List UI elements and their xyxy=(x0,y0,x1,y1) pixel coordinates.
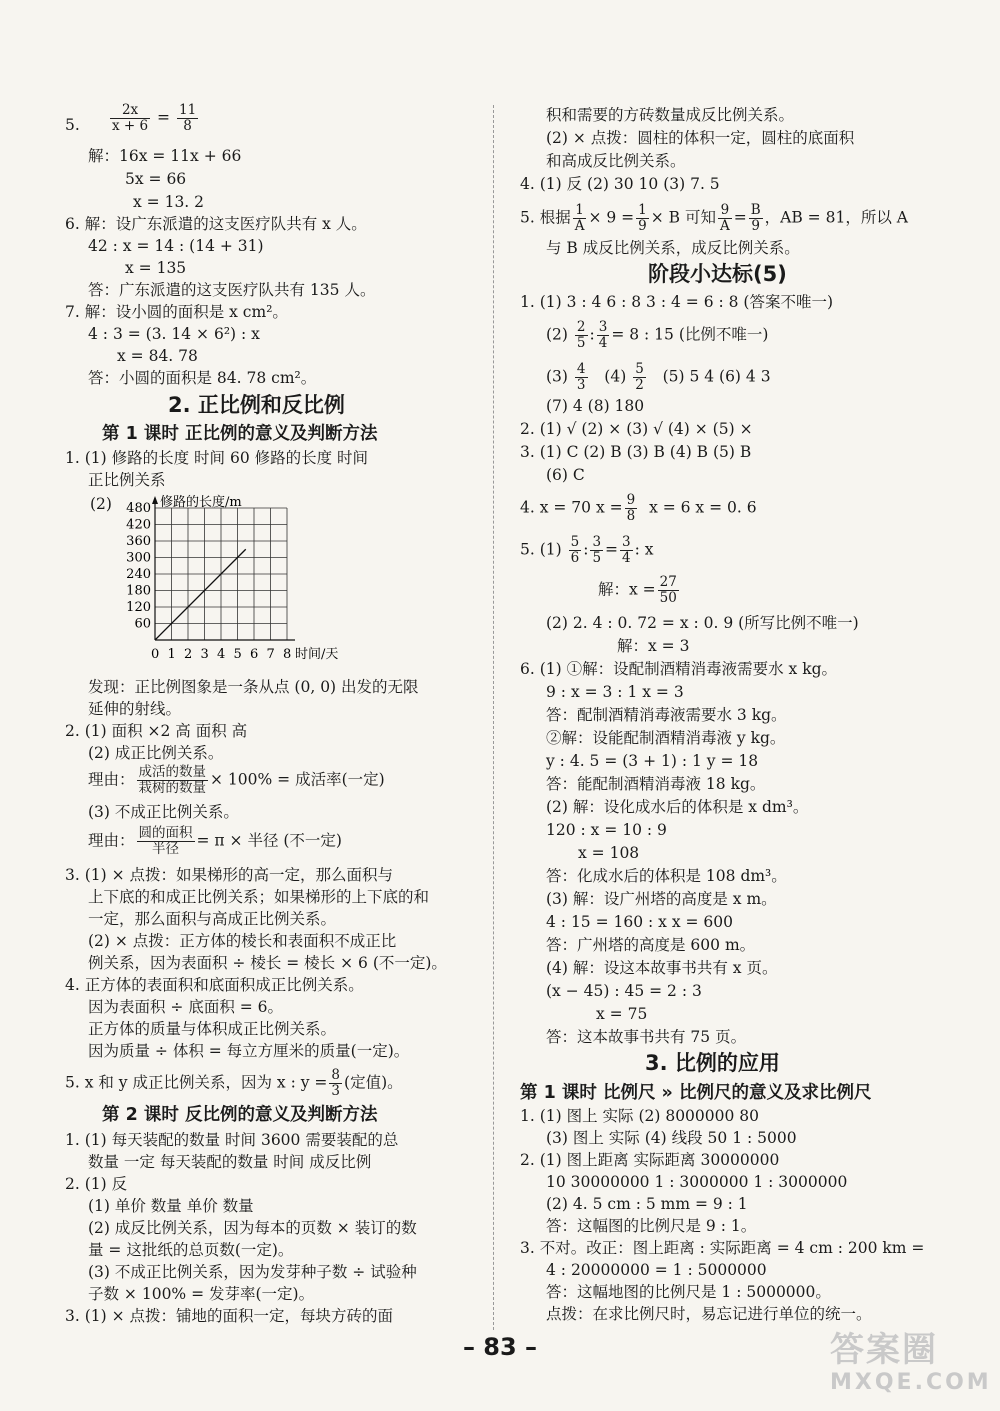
s-q6-line4: ②解：设能配制酒精消毒液 y kg。 xyxy=(546,729,786,747)
s-q6-line11: (3) 解：设广州塔的高度是 x m。 xyxy=(546,890,777,908)
l2-q1-line1: 1. (1) 每天装配的数量 时间 3600 需要装配的总 xyxy=(65,1131,399,1149)
chart-series xyxy=(155,549,246,640)
s-q3-line2: (6) C xyxy=(546,466,585,484)
s-q5-solution: 解：x = $\frac{27}{50}$ xyxy=(598,574,677,606)
l1-q1-finding-line2: 延伸的射线。 xyxy=(88,700,182,718)
q7-line3: x = 84. 78 xyxy=(117,347,198,365)
watermark-line2: MXQE.COM xyxy=(830,1370,992,1395)
x-tick-label: 6 xyxy=(250,647,259,662)
l2-q2-line4: 量 = 这批纸的总页数(一定)。 xyxy=(88,1241,294,1259)
s-q2: 2. (1) √ (2) × (3) √ (4) × (5) × xyxy=(520,420,753,438)
x-tick-label: 8 xyxy=(283,647,292,662)
t-q3-line1: 3. 不对。改正：图上距离 : 实际距离 = 4 cm : 200 km = xyxy=(520,1239,925,1257)
s-q6-line2: 9 : x = 3 : 1 x = 3 xyxy=(546,683,684,701)
s-q4: 4. x = 70 x = $\frac{9}{8}$ x = 6 x = 0. 6 xyxy=(520,492,757,524)
y-tick-label: 420 xyxy=(126,517,151,533)
r-q5: 5. 根据 $\frac{1}{A}$ × 9 = $\frac{1}{9}$ × B 可知 $\frac{9}{A}$ = $\frac{B}{9}$ ，AB = 81，所以 A xyxy=(520,202,908,234)
l1-q3-line1: 3. (1) × 点拨：如果梯形的高一定，那么面积与 xyxy=(65,866,394,884)
q6-line1: 6. 解：设广东派遣的这支医疗队共有 x 人。 xyxy=(65,215,367,233)
s-q1-line1: 1. (1) 3 : 4 6 : 8 3 : 4 = 6 : 8 (答案不唯一) xyxy=(520,293,834,311)
s-q6-line3: 答：配制酒精消毒液需要水 3 kg。 xyxy=(546,706,787,724)
l1-q4-line1: 4. 正方体的表面积和底面积成正比例关系。 xyxy=(65,976,364,994)
l1-q4-line3: 正方体的质量与体积成正比例关系。 xyxy=(88,1020,337,1038)
l1-q4-line4: 因为质量 ÷ 体积 = 每立方厘米的质量(一定)。 xyxy=(88,1042,410,1060)
s-q6-line13: 答：广州塔的高度是 600 m。 xyxy=(546,936,756,954)
y-tick-label: 360 xyxy=(126,534,151,549)
y-tick-label: 480 xyxy=(126,501,151,516)
chart-xlabel: 时间/天 xyxy=(295,647,339,662)
r-line3: 和高成反比例关系。 xyxy=(546,152,686,170)
y-tick-label: 300 xyxy=(126,550,151,566)
t-q2-line4: 答：这幅图的比例尺是 9 : 1。 xyxy=(546,1217,757,1235)
q6-answer: 答：广东派遣的这支医疗队共有 135 人。 xyxy=(88,281,376,299)
s-q5-line1: 5. (1) $\frac{5}{6}$ : $\frac{3}{5}$ = $\frac{3}{4}$ : x xyxy=(520,534,654,566)
l1-q2-reason1: 理由： $\frac{\text{成活的数量}}{\text{栽树的数量}}$ × 100% = 成活率(一定) xyxy=(88,764,385,796)
s-q5-line4: 解：x = 3 xyxy=(617,637,690,655)
chart-tick-labels xyxy=(126,501,291,662)
s-q1-line3: (3) $\frac{4}{3}$ (4) $\frac{5}{2}$ (5) 5 4 (6) 4 3 xyxy=(546,361,771,393)
q5-number: 5. xyxy=(65,116,80,134)
l1-q2-line1: 2. (1) 面积 ×2 高 面积 高 xyxy=(65,722,248,740)
t-q1-line2: (3) 图上 实际 (4) 线段 50 1 : 5000 xyxy=(546,1129,797,1147)
s-q6-line1: 6. (1) ①解：设配制酒精消毒液需要水 x kg。 xyxy=(520,660,838,678)
t-q3-line2: 4 : 20000000 = 1 : 5000000 xyxy=(546,1261,767,1279)
q5-frac1: $\frac{2x}{x + 6}$ xyxy=(112,102,149,134)
l1-q2-reason2: 理由： $\frac{\text{圆的面积}}{\text{半径}}$ = π × 半径 (不一定) xyxy=(88,825,342,857)
column-divider xyxy=(493,105,495,1330)
lesson-3-title: 第 1 课时 比例尺 » 比例尺的意义及求比例尺 xyxy=(520,1083,872,1103)
s-q1-line4: (7) 4 (8) 180 xyxy=(546,397,645,415)
q5-frac2: $\frac{11}{8}$ xyxy=(178,102,197,134)
x-tick-label: 7 xyxy=(266,647,275,662)
l1-q1-line1: 1. (1) 修路的长度 时间 60 修路的长度 时间 xyxy=(65,449,369,467)
q7-answer: 答：小圆的面积是 84. 78 cm²。 xyxy=(88,369,317,387)
lesson-1-title: 第 1 课时 正比例的意义及判断方法 xyxy=(102,424,378,444)
r-q4: 4. (1) 反 (2) 30 10 (3) 7. 5 xyxy=(520,175,720,193)
q6-line3: x = 135 xyxy=(125,259,187,277)
t-q2-line1: 2. (1) 图上距离 实际距离 30000000 xyxy=(520,1151,780,1169)
l2-q2-line5: (3) 不成正比例关系，因为发芽种子数 ÷ 试验种 xyxy=(88,1263,417,1281)
l1-q3-line2: 上下底的和成正比例关系；如果梯形的上下底的和 xyxy=(88,888,430,906)
stage-title: 阶段小达标(5) xyxy=(648,262,787,286)
y-tick-label: 120 xyxy=(126,600,151,615)
t-q3-line3: 答：这幅地图的比例尺是 1 : 5000000。 xyxy=(546,1283,831,1301)
s-q3-line1: 3. (1) C (2) B (3) B (4) B (5) B xyxy=(520,443,752,461)
x-tick-label: 3 xyxy=(200,647,209,662)
y-tick-label: 60 xyxy=(134,616,151,632)
s-q6-line12: 4 : 15 = 160 : x x = 600 xyxy=(546,913,733,931)
t-q2-line3: (2) 4. 5 cm : 5 mm = 9 : 1 xyxy=(546,1195,748,1213)
l2-q2-line6: 子数 × 100% = 发芽率(一定)。 xyxy=(88,1285,315,1303)
r-line2: (2) × 点拨：圆柱的体积一定，圆柱的底面积 xyxy=(546,129,855,147)
q5-equation: $\frac{2x}{x + 6}$ = $\frac{11}{8}$ xyxy=(112,102,197,134)
x-tick-label: 4 xyxy=(217,647,226,662)
s-q6-line15: (x − 45) : 45 = 2 : 3 xyxy=(546,982,702,1000)
s-q6-line6: 答：能配制酒精消毒液 18 kg。 xyxy=(546,775,766,793)
q5-solution-line1: 解：16x = 11x + 66 xyxy=(88,147,242,165)
y-axis-arrow xyxy=(152,496,158,504)
r-line1: 积和需要的方砖数量成反比例关系。 xyxy=(546,106,795,124)
l1-q3-line4: (2) × 点拨：正方体的棱长和表面积不成正比 xyxy=(88,932,397,950)
r-q5-line2: 与 B 成反比例关系，成反比例关系。 xyxy=(546,239,800,257)
road-length-chart xyxy=(110,490,360,670)
watermark-logo xyxy=(830,1330,990,1400)
l1-q1-part2-label: (2) xyxy=(90,495,112,513)
x-tick-label: 5 xyxy=(233,647,242,662)
s-q6-line17: 答：这本故事书共有 75 页。 xyxy=(546,1028,747,1046)
l2-q2-line2: (1) 单价 数量 单价 数量 xyxy=(88,1197,254,1215)
s-q5-line3: (2) 2. 4 : 0. 72 = x : 0. 9 (所写比例不唯一) xyxy=(546,614,859,632)
series-line xyxy=(155,549,246,640)
l2-q1-line2: 数量 一定 每天装配的数量 时间 成反比例 xyxy=(88,1153,372,1171)
watermark-line1: 答案圈 xyxy=(830,1330,938,1370)
s-q6-line9: x = 108 xyxy=(578,844,640,862)
section-3-title: 3. 比例的应用 xyxy=(645,1051,780,1075)
q7-line1: 7. 解：设小圆的面积是 x cm²。 xyxy=(65,303,288,321)
q6-line2: 42 : x = 14 : (14 + 31) xyxy=(88,237,264,255)
l2-q2-line1: 2. (1) 反 xyxy=(65,1175,128,1193)
l2-q2-line3: (2) 成反比例关系，因为每本的页数 × 装订的数 xyxy=(88,1219,417,1237)
s-q6-line10: 答：化成水后的体积是 108 dm³。 xyxy=(546,867,787,885)
s-q6-line7: (2) 解：设化成水后的体积是 x dm³。 xyxy=(546,798,809,816)
s-q6-line5: y : 4. 5 = (3 + 1) : 1 y = 18 xyxy=(546,752,759,770)
chart-axes xyxy=(152,496,295,640)
section-2-title: 2. 正比例和反比例 xyxy=(168,393,345,417)
l1-q1-line2: 正比例关系 xyxy=(88,471,166,489)
t-q2-line2: 10 30000000 1 : 3000000 1 : 3000000 xyxy=(546,1173,848,1191)
x-tick-label: 0 xyxy=(151,647,160,662)
l1-q5: 5. x 和 y 成正比例关系，因为 x : y = $\frac{8}{3}$ (定值)。 xyxy=(65,1067,403,1099)
s-q6-line16: x = 75 xyxy=(596,1005,648,1023)
q5-solution-line2: 5x = 66 xyxy=(125,170,187,188)
y-tick-label: 180 xyxy=(126,583,151,599)
l1-q3-line3: 一定，那么面积与高成正比例关系。 xyxy=(88,910,337,928)
x-tick-label: 1 xyxy=(167,647,176,662)
chart-ylabel: 修路的长度/m xyxy=(160,495,242,510)
q7-line2: 4 : 3 = (3. 14 × 6²) : x xyxy=(88,325,260,343)
l1-q1-finding-line1: 发现：正比例图象是一条从点 (0, 0) 出发的无限 xyxy=(88,678,419,696)
s-q6-line8: 120 : x = 10 : 9 xyxy=(546,821,667,839)
l1-q3-line5: 例关系，因为表面积 ÷ 棱长 = 棱长 × 6 (不一定)。 xyxy=(88,954,447,972)
l1-q2-line2: (2) 成正比例关系。 xyxy=(88,744,224,762)
l1-q2-line3: (3) 不成正比例关系。 xyxy=(88,803,239,821)
t-q1-line1: 1. (1) 图上 实际 (2) 8000000 80 xyxy=(520,1107,760,1125)
page-number: – 83 – xyxy=(462,1333,538,1361)
s-q1-line2: (2) $\frac{2}{5}$ : $\frac{3}{4}$ = 8 : 15 (比例不唯一) xyxy=(546,319,769,351)
lesson-2-title: 第 2 课时 反比例的意义及判断方法 xyxy=(102,1105,378,1125)
x-tick-label: 2 xyxy=(184,647,193,662)
s-q6-line14: (4) 解：设这本故事书共有 x 页。 xyxy=(546,959,778,977)
l1-q4-line2: 因为表面积 ÷ 底面积 = 6。 xyxy=(88,998,284,1016)
t-q3-line4: 点拨：在求比例尺时，易忘记进行单位的统一。 xyxy=(546,1305,872,1323)
l2-q3-line1: 3. (1) × 点拨：铺地的面积一定，每块方砖的面 xyxy=(65,1307,394,1325)
q5-solution-line3: x = 13. 2 xyxy=(133,193,205,211)
y-tick-label: 240 xyxy=(126,567,151,582)
